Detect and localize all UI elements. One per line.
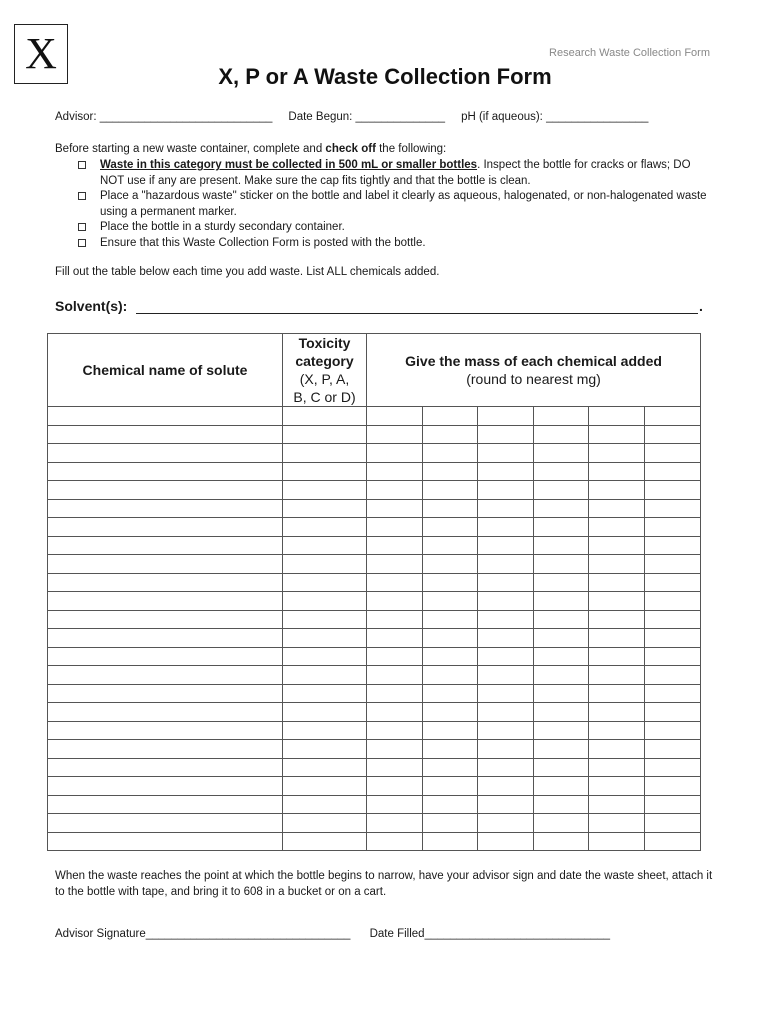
mass-cell[interactable] <box>367 610 423 629</box>
toxicity-cell[interactable] <box>283 610 367 629</box>
mass-cell[interactable] <box>534 518 589 537</box>
mass-cell[interactable] <box>423 740 478 759</box>
mass-cell[interactable] <box>367 481 423 500</box>
mass-cell[interactable] <box>423 721 478 740</box>
table-row <box>48 518 701 537</box>
mass-cell[interactable] <box>423 462 478 481</box>
chemical-name-cell[interactable] <box>48 758 283 777</box>
toxicity-cell[interactable] <box>283 481 367 500</box>
instructions-intro <box>55 143 446 155</box>
toxicity-cell[interactable] <box>283 832 367 851</box>
date-filled-field[interactable]: Date Filled_____________________________ <box>369 928 611 940</box>
chemical-name-cell[interactable] <box>48 462 283 481</box>
advisor-field[interactable]: Advisor: ___________________________ <box>55 111 273 123</box>
mass-cell[interactable] <box>589 481 645 500</box>
advisor-signature-field[interactable]: Advisor Signature________________________________ <box>55 928 351 940</box>
form-tag: Research Waste Collection Form <box>549 47 710 59</box>
chemical-name-cell[interactable] <box>48 481 283 500</box>
mass-cell[interactable] <box>423 499 478 518</box>
chemical-name-cell[interactable] <box>48 592 283 611</box>
mass-cell[interactable] <box>423 629 478 648</box>
mass-cell[interactable] <box>589 425 645 444</box>
table-row <box>48 758 701 777</box>
mass-cell[interactable] <box>367 703 423 722</box>
mass-cell[interactable] <box>589 721 645 740</box>
checklist-item <box>78 236 708 252</box>
mass-cell[interactable] <box>645 721 701 740</box>
table-row <box>48 444 701 463</box>
mass-cell[interactable] <box>645 610 701 629</box>
category-letter-box: X <box>14 24 68 84</box>
toxicity-cell[interactable] <box>283 721 367 740</box>
info-line <box>55 111 648 123</box>
mass-cell[interactable] <box>645 573 701 592</box>
column-header-toxicity: Toxicity category (X, P, A, B, C or D) <box>283 334 367 407</box>
chemical-name-cell[interactable] <box>48 407 283 426</box>
mass-cell[interactable] <box>423 703 478 722</box>
mass-cell[interactable] <box>423 573 478 592</box>
chemical-name-cell[interactable] <box>48 721 283 740</box>
mass-cell[interactable] <box>478 629 534 648</box>
mass-cell[interactable] <box>478 814 534 833</box>
mass-cell[interactable] <box>645 499 701 518</box>
chemical-name-cell[interactable] <box>48 832 283 851</box>
mass-cell[interactable] <box>589 592 645 611</box>
table-row <box>48 795 701 814</box>
mass-cell[interactable] <box>478 740 534 759</box>
table-row <box>48 499 701 518</box>
table-body <box>48 407 701 851</box>
toxicity-cell[interactable] <box>283 573 367 592</box>
table-row <box>48 814 701 833</box>
mass-cell[interactable] <box>478 499 534 518</box>
footer-note: When the waste reaches the point at which the bottle begins to narrow, have your advisor sign and date the waste sheet, attach it to the bottle with tape, and bring it to 608 in a bucket or on a cart. <box>55 870 713 898</box>
toxicity-cell[interactable] <box>283 499 367 518</box>
mass-cell[interactable] <box>534 629 589 648</box>
mass-cell[interactable] <box>589 444 645 463</box>
signature-line <box>55 928 610 940</box>
mass-cell[interactable] <box>423 555 478 574</box>
mass-cell[interactable] <box>423 518 478 537</box>
mass-cell[interactable] <box>367 499 423 518</box>
mass-cell[interactable] <box>367 758 423 777</box>
toxicity-cell[interactable] <box>283 462 367 481</box>
table-row <box>48 592 701 611</box>
mass-cell[interactable] <box>478 703 534 722</box>
mass-cell[interactable] <box>645 407 701 426</box>
table-row <box>48 573 701 592</box>
mass-cell[interactable] <box>478 573 534 592</box>
mass-cell[interactable] <box>589 758 645 777</box>
mass-cell[interactable] <box>589 499 645 518</box>
table-row <box>48 536 701 555</box>
mass-cell[interactable] <box>534 610 589 629</box>
mass-cell[interactable] <box>534 407 589 426</box>
fill-note: Fill out the table below each time you add waste. List ALL chemicals added. <box>55 266 440 278</box>
mass-cell[interactable] <box>534 795 589 814</box>
mass-cell[interactable] <box>589 518 645 537</box>
mass-cell[interactable] <box>367 832 423 851</box>
mass-cell[interactable] <box>367 740 423 759</box>
mass-cell[interactable] <box>367 573 423 592</box>
toxicity-cell[interactable] <box>283 814 367 833</box>
chemical-name-cell[interactable] <box>48 573 283 592</box>
mass-cell[interactable] <box>645 758 701 777</box>
chemical-name-cell[interactable] <box>48 777 283 796</box>
mass-cell[interactable] <box>534 758 589 777</box>
toxicity-cell[interactable] <box>283 555 367 574</box>
ph-field[interactable]: pH (if aqueous): ________________ <box>461 111 649 123</box>
mass-cell[interactable] <box>423 425 478 444</box>
mass-cell[interactable] <box>367 425 423 444</box>
column-header-mass: Give the mass of each chemical added (round to nearest mg) <box>367 334 701 407</box>
mass-cell[interactable] <box>645 703 701 722</box>
mass-cell[interactable] <box>534 481 589 500</box>
solvent-end: . <box>699 298 703 314</box>
toxicity-cell[interactable] <box>283 629 367 648</box>
mass-cell[interactable] <box>589 555 645 574</box>
checklist-item-text: Place a "hazardous waste" sticker on the bottle and label it clearly as aqueous, halogenated, or non-halogenated waste using a permanent marker. <box>100 190 707 218</box>
toxicity-cell[interactable] <box>283 740 367 759</box>
solvent-label: Solvent(s): <box>55 298 128 314</box>
mass-cell[interactable] <box>423 777 478 796</box>
mass-cell[interactable] <box>645 425 701 444</box>
checklist-item-emphasis: Waste in this category must be collected in 500 mL or smaller bottles <box>100 159 478 171</box>
intro-suffix: the following: <box>375 143 447 155</box>
mass-cell[interactable] <box>534 684 589 703</box>
mass-cell[interactable] <box>589 777 645 796</box>
table-row <box>48 462 701 481</box>
mass-cell[interactable] <box>645 777 701 796</box>
mass-cell[interactable] <box>645 647 701 666</box>
mass-cell[interactable] <box>645 536 701 555</box>
mass-cell[interactable] <box>367 518 423 537</box>
solvent-field[interactable] <box>136 313 698 314</box>
mass-cell[interactable] <box>534 536 589 555</box>
mass-cell[interactable] <box>645 814 701 833</box>
mass-cell[interactable] <box>423 536 478 555</box>
chemical-name-cell[interactable] <box>48 740 283 759</box>
toxicity-cell[interactable] <box>283 684 367 703</box>
mass-cell[interactable] <box>478 610 534 629</box>
checkbox[interactable] <box>78 161 86 169</box>
checkbox[interactable] <box>78 239 86 247</box>
toxicity-cell[interactable] <box>283 647 367 666</box>
checklist-item <box>78 220 708 236</box>
mass-cell[interactable] <box>478 407 534 426</box>
toxicity-cell[interactable] <box>283 518 367 537</box>
mass-cell[interactable] <box>367 666 423 685</box>
toxicity-cell[interactable] <box>283 425 367 444</box>
mass-cell[interactable] <box>534 425 589 444</box>
mass-cell[interactable] <box>645 832 701 851</box>
mass-cell[interactable] <box>478 795 534 814</box>
chemical-name-cell[interactable] <box>48 425 283 444</box>
mass-cell[interactable] <box>589 573 645 592</box>
mass-cell[interactable] <box>589 814 645 833</box>
table-header-row <box>48 334 701 407</box>
mass-cell[interactable] <box>423 814 478 833</box>
mass-cell[interactable] <box>478 425 534 444</box>
mass-cell[interactable] <box>534 777 589 796</box>
mass-cell[interactable] <box>645 629 701 648</box>
table-row <box>48 629 701 648</box>
mass-cell[interactable] <box>589 795 645 814</box>
checkbox[interactable] <box>78 192 86 200</box>
mass-cell[interactable] <box>478 832 534 851</box>
table-row <box>48 684 701 703</box>
mass-cell[interactable] <box>645 795 701 814</box>
mass-cell[interactable] <box>534 721 589 740</box>
mass-cell[interactable] <box>589 703 645 722</box>
checklist-item-text: . Inspect the bottle for cracks or flaws; DO NOT use if any are present. Make sure the cap fits tightly and that the bottle is clean. <box>100 159 691 187</box>
table-row <box>48 703 701 722</box>
mass-cell[interactable] <box>534 647 589 666</box>
toxicity-cell[interactable] <box>283 444 367 463</box>
chemical-name-cell[interactable] <box>48 666 283 685</box>
mass-cell[interactable] <box>423 758 478 777</box>
mass-cell[interactable] <box>423 407 478 426</box>
mass-cell[interactable] <box>478 555 534 574</box>
mass-cell[interactable] <box>423 666 478 685</box>
mass-cell[interactable] <box>478 518 534 537</box>
toxicity-cell[interactable] <box>283 407 367 426</box>
mass-cell[interactable] <box>478 647 534 666</box>
mass-cell[interactable] <box>534 499 589 518</box>
page-title: X, P or A Waste Collection Form <box>218 64 552 89</box>
checklist <box>78 158 708 251</box>
mass-cell[interactable] <box>478 536 534 555</box>
mass-cell[interactable] <box>645 481 701 500</box>
toxicity-cell[interactable] <box>283 592 367 611</box>
table-row <box>48 610 701 629</box>
mass-cell[interactable] <box>645 592 701 611</box>
chemical-name-cell[interactable] <box>48 518 283 537</box>
chemical-name-cell[interactable] <box>48 499 283 518</box>
mass-cell[interactable] <box>645 684 701 703</box>
intro-text: Before starting a new waste container, complete and <box>55 143 326 155</box>
mass-cell[interactable] <box>589 462 645 481</box>
mass-cell[interactable] <box>367 462 423 481</box>
mass-cell[interactable] <box>423 832 478 851</box>
checkbox[interactable] <box>78 223 86 231</box>
mass-cell[interactable] <box>645 555 701 574</box>
table-row <box>48 407 701 426</box>
toxicity-cell[interactable] <box>283 795 367 814</box>
mass-cell[interactable] <box>534 462 589 481</box>
mass-cell[interactable] <box>589 666 645 685</box>
mass-cell[interactable] <box>423 795 478 814</box>
mass-cell[interactable] <box>367 407 423 426</box>
mass-cell[interactable] <box>478 721 534 740</box>
toxicity-cell[interactable] <box>283 758 367 777</box>
mass-cell[interactable] <box>589 536 645 555</box>
mass-cell[interactable] <box>645 740 701 759</box>
table-row <box>48 832 701 851</box>
mass-cell[interactable] <box>367 555 423 574</box>
date-begun-field[interactable]: Date Begun: ______________ <box>288 111 446 123</box>
chemical-name-cell[interactable] <box>48 795 283 814</box>
mass-cell[interactable] <box>534 555 589 574</box>
table-row <box>48 740 701 759</box>
mass-cell[interactable] <box>645 462 701 481</box>
mass-cell[interactable] <box>367 444 423 463</box>
mass-cell[interactable] <box>367 647 423 666</box>
chemical-name-cell[interactable] <box>48 684 283 703</box>
checklist-item-text: Ensure that this Waste Collection Form is posted with the bottle. <box>100 236 426 249</box>
mass-cell[interactable] <box>478 758 534 777</box>
toxicity-cell[interactable] <box>283 703 367 722</box>
mass-cell[interactable] <box>478 777 534 796</box>
mass-cell[interactable] <box>478 481 534 500</box>
mass-cell[interactable] <box>367 777 423 796</box>
mass-cell[interactable] <box>423 444 478 463</box>
chemical-name-cell[interactable] <box>48 610 283 629</box>
mass-cell[interactable] <box>534 592 589 611</box>
mass-cell[interactable] <box>589 647 645 666</box>
mass-cell[interactable] <box>534 832 589 851</box>
mass-cell[interactable] <box>367 814 423 833</box>
mass-cell[interactable] <box>645 444 701 463</box>
table-row <box>48 721 701 740</box>
mass-cell[interactable] <box>589 629 645 648</box>
chemical-name-cell[interactable] <box>48 814 283 833</box>
mass-cell[interactable] <box>423 684 478 703</box>
mass-cell[interactable] <box>589 832 645 851</box>
mass-cell[interactable] <box>423 610 478 629</box>
mass-cell[interactable] <box>367 592 423 611</box>
checklist-item <box>78 189 708 220</box>
table-row <box>48 425 701 444</box>
chemical-name-cell[interactable] <box>48 536 283 555</box>
mass-cell[interactable] <box>367 721 423 740</box>
mass-cell[interactable] <box>478 592 534 611</box>
mass-cell[interactable] <box>367 795 423 814</box>
table-row <box>48 777 701 796</box>
intro-bold: check off <box>325 143 376 155</box>
toxicity-cell[interactable] <box>283 536 367 555</box>
mass-cell[interactable] <box>367 536 423 555</box>
chemical-name-cell[interactable] <box>48 647 283 666</box>
mass-cell[interactable] <box>367 684 423 703</box>
table-row <box>48 481 701 500</box>
mass-cell[interactable] <box>367 629 423 648</box>
checklist-item <box>78 158 708 189</box>
mass-cell[interactable] <box>645 518 701 537</box>
mass-cell[interactable] <box>423 481 478 500</box>
mass-cell[interactable] <box>534 444 589 463</box>
table-row <box>48 647 701 666</box>
table-row <box>48 555 701 574</box>
mass-cell[interactable] <box>423 647 478 666</box>
mass-cell[interactable] <box>589 684 645 703</box>
column-header-chemical: Chemical name of solute <box>48 334 283 407</box>
mass-cell[interactable] <box>589 740 645 759</box>
mass-cell[interactable] <box>589 610 645 629</box>
mass-cell[interactable] <box>534 703 589 722</box>
mass-cell[interactable] <box>534 666 589 685</box>
chemical-name-cell[interactable] <box>48 555 283 574</box>
chemical-name-cell[interactable] <box>48 444 283 463</box>
mass-cell[interactable] <box>645 666 701 685</box>
checklist-item-text: Place the bottle in a sturdy secondary container. <box>100 221 345 233</box>
mass-cell[interactable] <box>534 740 589 759</box>
mass-cell[interactable] <box>589 407 645 426</box>
toxicity-cell[interactable] <box>283 777 367 796</box>
chemical-name-cell[interactable] <box>48 629 283 648</box>
mass-cell[interactable] <box>534 814 589 833</box>
table-row <box>48 666 701 685</box>
mass-cell[interactable] <box>478 444 534 463</box>
mass-cell[interactable] <box>478 666 534 685</box>
mass-cell[interactable] <box>478 462 534 481</box>
toxicity-cell[interactable] <box>283 666 367 685</box>
mass-cell[interactable] <box>534 573 589 592</box>
chemical-name-cell[interactable] <box>48 703 283 722</box>
mass-cell[interactable] <box>423 592 478 611</box>
mass-cell[interactable] <box>478 684 534 703</box>
waste-table <box>47 333 701 851</box>
